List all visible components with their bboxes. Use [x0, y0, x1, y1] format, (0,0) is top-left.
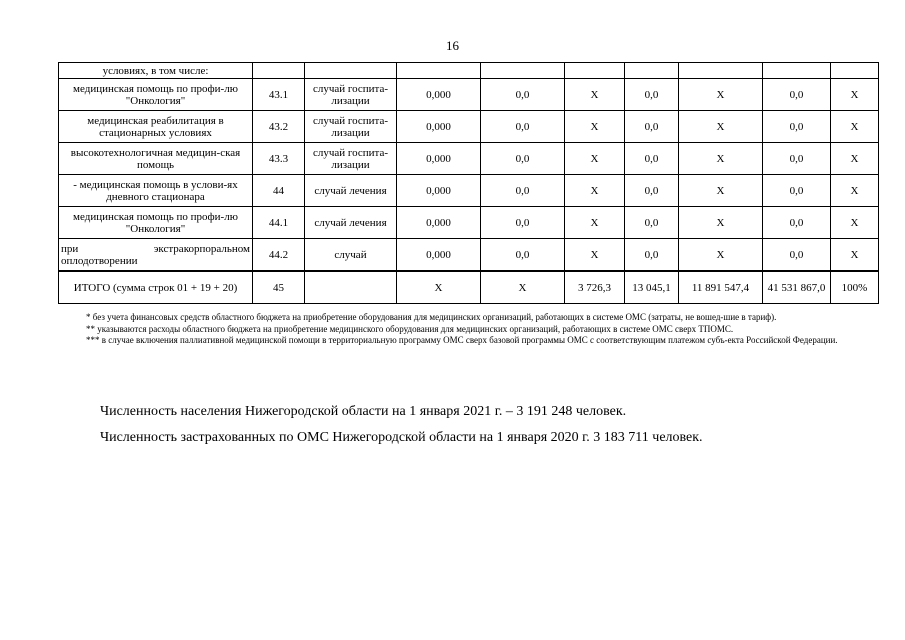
cell: 0,000: [397, 239, 481, 272]
row-code: 43.3: [253, 143, 305, 175]
cell: 11 891 547,4: [679, 271, 763, 304]
cell: [679, 63, 763, 79]
row-name: - медицинская помощь в услови-ях дневного стационара: [59, 175, 253, 207]
cell: 0,000: [397, 79, 481, 111]
cell: 0,0: [763, 207, 831, 239]
cell: 0,0: [763, 175, 831, 207]
cell: X: [679, 143, 763, 175]
cell: X: [831, 207, 879, 239]
cell: [625, 63, 679, 79]
row-unit: случай: [305, 239, 397, 272]
table-row: [59, 207, 879, 239]
table-row-total: [59, 271, 879, 304]
footnote-3: *** в случае включения паллиативной медицинской помощи в территориальную программу ОМС сверх базовой программы ОМС с соответствующим платежом субъ-екта Российской Федерации.: [86, 335, 838, 345]
row-unit: случай лечения: [305, 207, 397, 239]
cell: X: [565, 79, 625, 111]
footnote-2: ** указываются расходы областного бюджета на приобретение медицинского оборудования для медицинских организаций, работающих в системе ОМС сверх ТПОМС.: [86, 323, 734, 334]
cell: [397, 63, 481, 79]
cell: 0,0: [481, 143, 565, 175]
cell: 100%: [831, 271, 879, 304]
cell: X: [565, 175, 625, 207]
insured-statement: Численность застрахованных по ОМС Нижегородской области на 1 января 2020 г. 3 183 711 человек.: [100, 430, 703, 445]
cell: 0,0: [481, 239, 565, 272]
row-name: высокотехнологичная медицин-ская помощь: [59, 143, 253, 175]
cell: X: [565, 207, 625, 239]
cell: [565, 63, 625, 79]
cell: 0,0: [481, 175, 565, 207]
cell: [763, 63, 831, 79]
row-code: 43.1: [253, 79, 305, 111]
cell: X: [397, 271, 481, 304]
cell: 41 531 867,0: [763, 271, 831, 304]
cell: 0,0: [481, 111, 565, 143]
cell: X: [831, 175, 879, 207]
row-code: 44: [253, 175, 305, 207]
cell: X: [679, 207, 763, 239]
footnote-1: * без учета финансовых средств областного бюджета на приобретение оборудования для медицинских организаций, работающих в системе ОМС (затраты, не вошед-шие в тариф).: [86, 312, 777, 322]
financing-table: [58, 62, 879, 304]
cell: 0,0: [625, 239, 679, 272]
table-row: [59, 79, 879, 111]
cell: 0,0: [625, 79, 679, 111]
row-unit: случай госпита-лизации: [305, 143, 397, 175]
table-row: [59, 175, 879, 207]
row-code: 43.2: [253, 111, 305, 143]
cell: [481, 63, 565, 79]
row-code: 45: [253, 271, 305, 304]
cell: 0,000: [397, 111, 481, 143]
cell: X: [679, 175, 763, 207]
row-unit: случай госпита-лизации: [305, 79, 397, 111]
cell: X: [831, 239, 879, 272]
cell: 0,0: [481, 79, 565, 111]
cell: 0,000: [397, 207, 481, 239]
row-code: 44.2: [253, 239, 305, 272]
cell: 0,0: [763, 239, 831, 272]
cell: X: [831, 143, 879, 175]
cell: 0,0: [625, 143, 679, 175]
row-name: при экстракорпоральном оплодотворении: [59, 239, 253, 272]
page-number: 16: [446, 38, 459, 53]
cell: X: [679, 79, 763, 111]
cell: 0,0: [763, 79, 831, 111]
cell: X: [831, 111, 879, 143]
row-unit: случай госпита-лизации: [305, 111, 397, 143]
cell: X: [481, 271, 565, 304]
row-code: [253, 63, 305, 79]
cell: 0,000: [397, 175, 481, 207]
table-body: [59, 63, 879, 304]
cell: 0,000: [397, 143, 481, 175]
table-row: [59, 63, 879, 79]
cell: X: [565, 143, 625, 175]
cell: 0,0: [481, 207, 565, 239]
row-name: медицинская помощь по профи-лю "Онкология": [59, 79, 253, 111]
cell: 13 045,1: [625, 271, 679, 304]
cell: 0,0: [625, 175, 679, 207]
cell: X: [565, 111, 625, 143]
row-unit: случай лечения: [305, 175, 397, 207]
cell: 0,0: [625, 111, 679, 143]
cell: 0,0: [625, 207, 679, 239]
table-row: [59, 143, 879, 175]
cell: X: [679, 111, 763, 143]
cell: 0,0: [763, 111, 831, 143]
table-row: [59, 111, 879, 143]
table-row: [59, 239, 879, 272]
row-name: условиях, в том числе:: [59, 63, 253, 79]
row-code: 44.1: [253, 207, 305, 239]
cell: 0,0: [763, 143, 831, 175]
cell: X: [831, 79, 879, 111]
cell: X: [565, 239, 625, 272]
row-name: ИТОГО (сумма строк 01 + 19 + 20): [59, 271, 253, 304]
population-statement: Численность населения Нижегородской области на 1 января 2021 г. – 3 191 248 человек.: [100, 404, 627, 419]
cell: 3 726,3: [565, 271, 625, 304]
row-unit: [305, 271, 397, 304]
row-name: медицинская помощь по профи-лю "Онкология": [59, 207, 253, 239]
row-unit: [305, 63, 397, 79]
cell: [831, 63, 879, 79]
row-name: медицинская реабилитация в стационарных условиях: [59, 111, 253, 143]
cell: X: [679, 239, 763, 272]
footnotes: [58, 312, 878, 347]
